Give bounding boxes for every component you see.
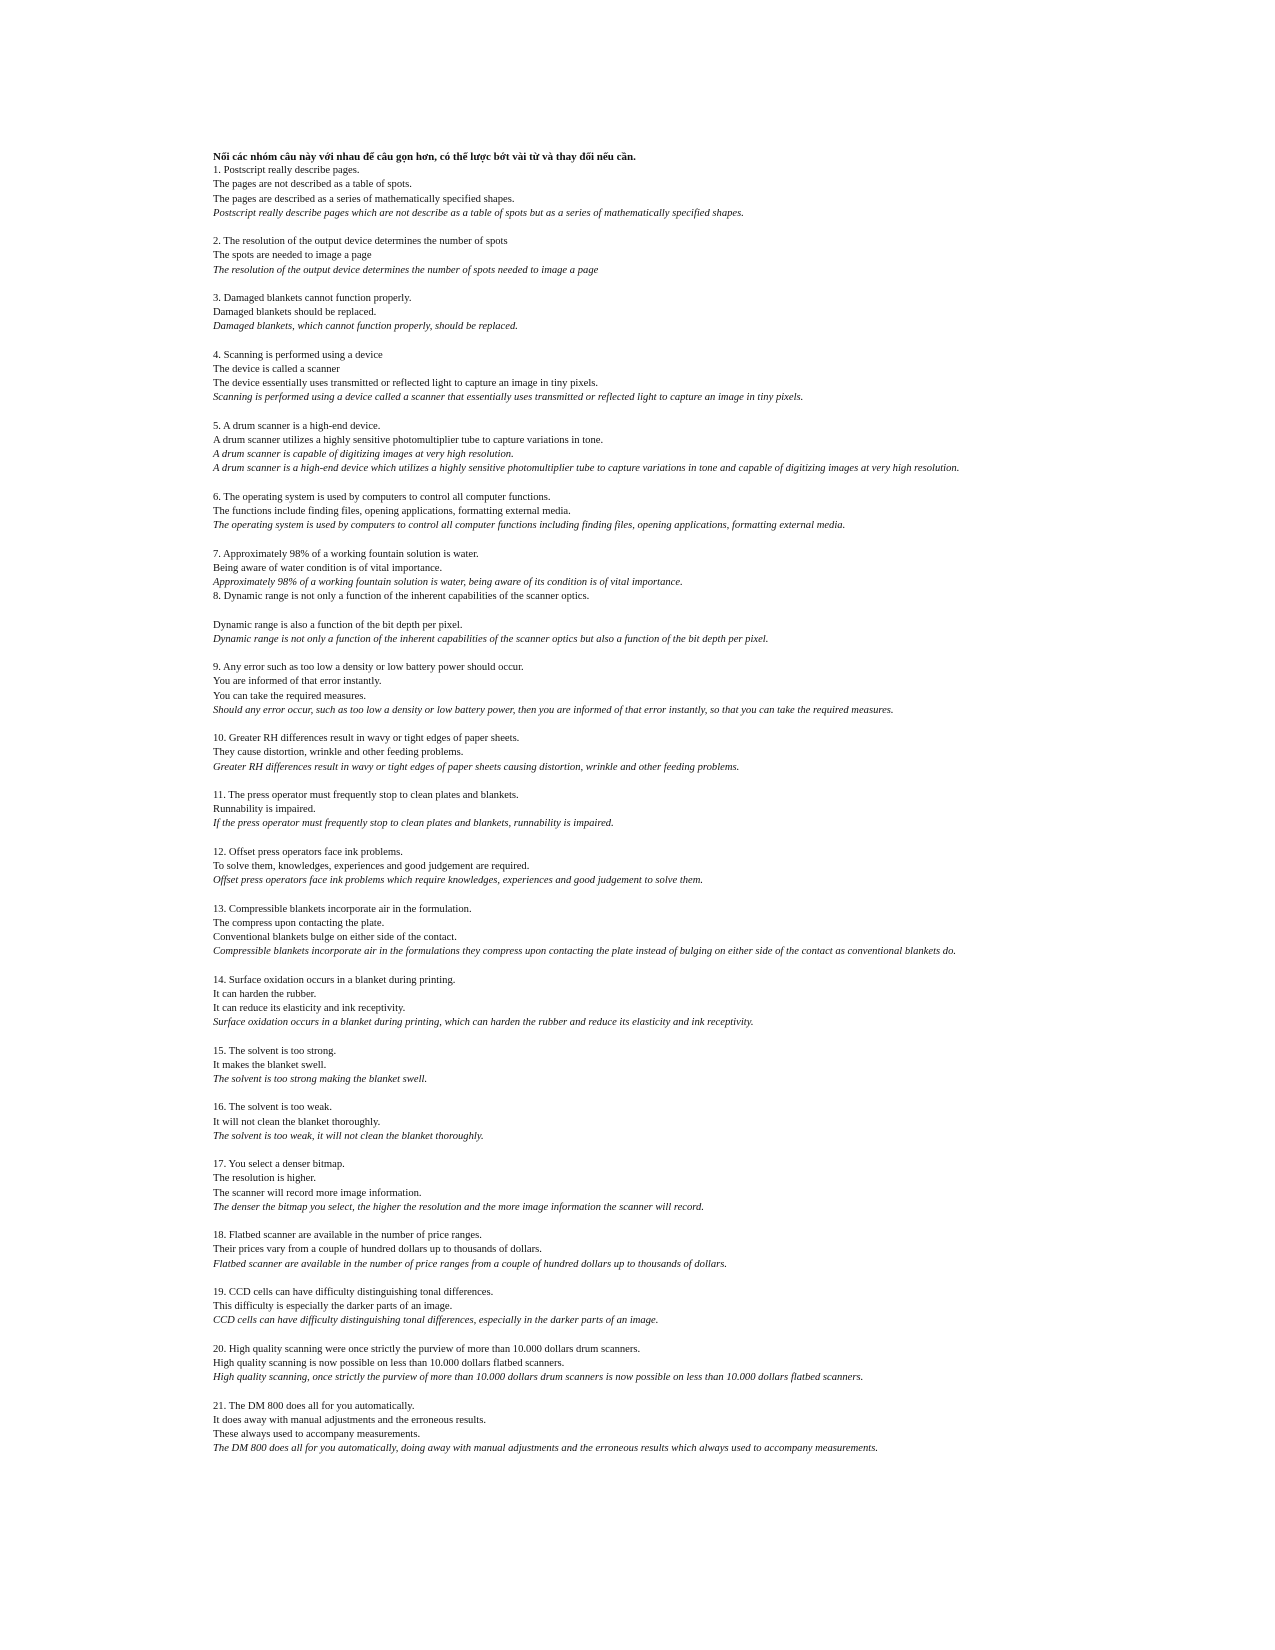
exercise-answer: Scanning is performed using a device called a scanner that essentially uses transmitted or reflected light to capture an image in tiny pixels. [213, 392, 804, 404]
exercise-4 [213, 349, 1263, 406]
exercise-6 [213, 491, 1263, 534]
exercise-sentence: Dynamic range is also a function of the bit depth per pixel. [213, 619, 463, 631]
exercise-sentence: 13. Compressible blankets incorporate air in the formulation. [213, 903, 472, 915]
exercise-sentence: 19. CCD cells can have difficulty distinguishing tonal differences. [213, 1286, 494, 1298]
exercise-16 [213, 1101, 1263, 1144]
exercise-sentence: The device is called a scanner [213, 364, 340, 375]
exercise-sentence: The resolution is higher. [213, 1173, 316, 1185]
exercise-answer: The solvent is too weak, it will not clean the blanket thoroughly. [213, 1130, 484, 1142]
exercise-sentence: A drum scanner utilizes a highly sensitive photomultiplier tube to capture variations in tone. [213, 435, 604, 446]
exercise-sentence: 21. The DM 800 does all for you automatically. [213, 1400, 415, 1412]
exercise-answer: Should any error occur, such as too low a density or low battery power, then you are informed of that error instantly, so that you can take the required measures. [213, 704, 894, 716]
exercise-5 [213, 420, 1263, 477]
exercise-sentence: 5. A drum scanner is a high-end device. [213, 420, 381, 432]
exercise-answer: Surface oxidation occurs in a blanket during printing, which can harden the rubber and reduce its elasticity and ink receptivity. [213, 1017, 754, 1029]
exercise-answer: Damaged blankets, which cannot function properly, should be replaced. [213, 321, 518, 333]
exercise-9 [213, 661, 1263, 718]
exercise-7 [213, 548, 1263, 591]
exercise-sentence: 4. Scanning is performed using a device [213, 349, 383, 361]
exercise-answer: Greater RH differences result in wavy or tight edges of paper sheets causing distortion, wrinkle and other feeding problems. [213, 761, 740, 773]
exercise-extra-sentence: A drum scanner is capable of digitizing images at very high resolution. [213, 449, 514, 461]
exercise-1 [213, 164, 1263, 221]
exercise-sentence: Runnability is impaired. [213, 804, 316, 816]
exercise-13 [213, 903, 1263, 960]
exercise-sentence: High quality scanning is now possible on less than 10.000 dollars flatbed scanners. [213, 1357, 565, 1369]
exercise-answer: Postscript really describe pages which are not describe as a table of spots but as a series of mathematically specified shapes. [213, 207, 744, 219]
exercise-answer: The DM 800 does all for you automatically, doing away with manual adjustments and the erroneous results which always used to accompany measurements. [213, 1443, 878, 1455]
exercise-sentence: The pages are not described as a table of spots. [213, 179, 412, 191]
exercise-sentence: 9. Any error such as too low a density or low battery power should occur. [213, 662, 524, 674]
exercise-answer: Offset press operators face ink problems which require knowledges, experiences and good judgement to solve them. [213, 875, 704, 887]
exercise-sentence: 18. Flatbed scanner are available in the number of price ranges. [213, 1230, 482, 1242]
exercise-sentence: The functions include finding files, opening applications, formatting external media. [213, 506, 571, 517]
page-title: Nối các nhóm câu này với nhau để câu gọn hơn, có thể lược bớt vài từ và thay đổi nếu cần. [213, 151, 636, 163]
exercise-sentence: 16. The solvent is too weak. [213, 1102, 332, 1114]
exercise-sentence: The compress upon contacting the plate. [213, 917, 385, 929]
document-page [213, 150, 1263, 1471]
exercise-sentence: To solve them, knowledges, experiences and good judgement are required. [213, 860, 530, 872]
exercise-sentence: They cause distortion, wrinkle and other feeding problems. [213, 747, 464, 759]
exercise-sentence: 10. Greater RH differences result in wavy or tight edges of paper sheets. [213, 733, 520, 745]
exercise-sentence: Their prices vary from a couple of hundred dollars up to thousands of dollars. [213, 1244, 542, 1256]
exercise-3 [213, 292, 1263, 335]
exercise-answer: High quality scanning, once strictly the purview of more than 10.000 dollars drum scanners is now possible on less than 10.000 dollars flatbed scanners. [213, 1372, 864, 1384]
exercise-17 [213, 1158, 1263, 1215]
exercise-answer: Compressible blankets incorporate air in the formulations they compress upon contacting the plate instead of bulging on either side of the contact as conventional blankets do. [213, 946, 957, 958]
exercise-sentence: The spots are needed to image a page [213, 250, 372, 262]
exercise-answer: Dynamic range is not only a function of the inherent capabilities of the scanner optics but also a function of the bit depth per pixel. [213, 633, 769, 645]
exercise-answer: The resolution of the output device determines the number of spots needed to image a page [213, 264, 599, 276]
exercise-sentence: 12. Offset press operators face ink problems. [213, 846, 403, 858]
exercise-15 [213, 1045, 1263, 1088]
exercise-sentence: 1. Postscript really describe pages. [213, 165, 360, 177]
exercise-sentence: The scanner will record more image information. [213, 1187, 422, 1199]
exercise-sentence: You can take the required measures. [213, 690, 367, 702]
exercise-14 [213, 974, 1263, 1031]
exercise-answer: Flatbed scanner are available in the number of price ranges from a couple of hundred dollars up to thousands of dollars. [213, 1258, 728, 1270]
exercise-sentence: Being aware of water condition is of vital importance. [213, 562, 443, 574]
exercise-21 [213, 1400, 1263, 1457]
exercise-sentence: You are informed of that error instantly. [213, 676, 382, 688]
exercise-sentence: 8. Dynamic range is not only a function of the inherent capabilities of the scanner optics. [213, 591, 590, 603]
exercise-sentence: 17. You select a denser bitmap. [213, 1159, 345, 1171]
exercise-sentence: 2. The resolution of the output device determines the number of spots [213, 236, 508, 248]
exercise-12 [213, 846, 1263, 889]
exercise-19 [213, 1286, 1263, 1329]
exercise-answer: If the press operator must frequently stop to clean plates and blankets, runnability is impaired. [213, 818, 614, 830]
exercise-answer: Approximately 98% of a working fountain solution is water, being aware of its condition is of vital importance. [213, 577, 683, 588]
exercise-18 [213, 1229, 1263, 1272]
exercise-sentence: It does away with manual adjustments and the erroneous results. [213, 1414, 487, 1426]
exercise-sentence: Conventional blankets bulge on either side of the contact. [213, 931, 457, 943]
exercise-answer: The operating system is used by computers to control all computer functions including finding files, opening applications, formatting external media. [213, 520, 846, 532]
exercise-sentence: 11. The press operator must frequently stop to clean plates and blankets. [213, 789, 519, 801]
exercise-answer: CCD cells can have difficulty distinguishing tonal differences, especially in the darker parts of an image. [213, 1315, 659, 1327]
exercise-answer: The solvent is too strong making the blanket swell. [213, 1073, 428, 1085]
exercise-10 [213, 732, 1263, 775]
exercise-sentence: 3. Damaged blankets cannot function properly. [213, 293, 412, 304]
exercise-sentence: It can harden the rubber. [213, 988, 317, 1000]
exercise-sentence: 14. Surface oxidation occurs in a blanket during printing. [213, 974, 456, 986]
exercise-sentence: The pages are described as a series of mathematically specified shapes. [213, 193, 515, 205]
exercise-2 [213, 235, 1263, 278]
exercise-sentence: The device essentially uses transmitted or reflected light to capture an image in tiny pixels. [213, 378, 599, 390]
exercise-sentence: 20. High quality scanning were once strictly the purview of more than 10.000 dollars drum scanners. [213, 1343, 641, 1355]
exercise-11 [213, 789, 1263, 832]
exercise-sentence: 7. Approximately 98% of a working fountain solution is water. [213, 548, 479, 560]
exercise-sentence: Damaged blankets should be replaced. [213, 307, 377, 319]
exercise-sentence: These always used to accompany measurements. [213, 1428, 421, 1440]
exercise-answer: A drum scanner is a high-end device which utilizes a highly sensitive photomultiplier tube to capture variations in tone and capable of digitizing images at very high resolution. [213, 463, 960, 475]
exercise-sentence: 6. The operating system is used by computers to control all computer functions. [213, 491, 551, 503]
exercise-8 [213, 590, 1263, 647]
exercise-sentence: It will not clean the blanket thoroughly. [213, 1116, 381, 1128]
exercise-sentence: 15. The solvent is too strong. [213, 1045, 337, 1057]
exercise-sentence: This difficulty is especially the darker parts of an image. [213, 1301, 453, 1313]
exercise-20 [213, 1343, 1263, 1386]
exercise-sentence: It can reduce its elasticity and ink receptivity. [213, 1002, 406, 1014]
exercise-sentence: It makes the blanket swell. [213, 1059, 327, 1071]
exercise-list [213, 164, 1263, 1456]
exercise-answer: The denser the bitmap you select, the higher the resolution and the more image information the scanner will record. [213, 1201, 704, 1213]
